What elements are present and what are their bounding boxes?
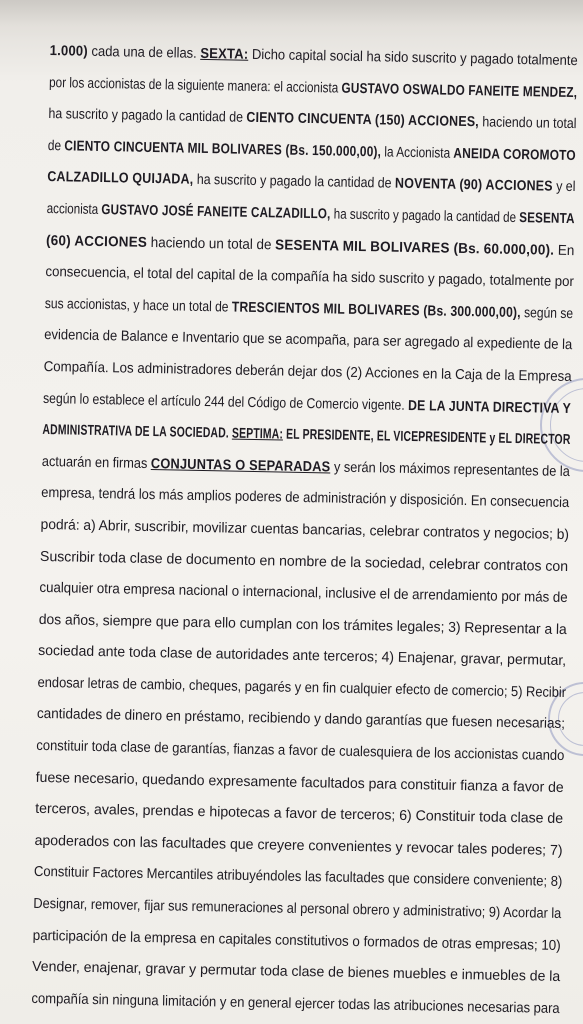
text-run: haciendo un total de: [146, 234, 276, 253]
text-run: constituir toda clase de garantías, fianzas a favor de cualesquiera de los accionistas cuando: [36, 737, 565, 765]
bold-text-run: SEPTIMA:: [231, 425, 284, 443]
text-run: compañía sin ninguna limitación y en general ejercer todas las atribuciones necesarias para: [31, 990, 560, 1017]
bold-text-run: CALZADILLO QUIJADA,: [47, 169, 194, 189]
text-run: accionista: [46, 200, 102, 218]
text-run: ha suscrito y pagado la cantidad de: [193, 172, 396, 193]
text-run: Compañía. Los administradores deberán dejar dos (2) Acciones en la Caja de la Empresa: [43, 358, 572, 386]
text-run: Vender, enajenar, gravar y permutar toda clase de bienes muebles e inmuebles de la: [31, 959, 561, 986]
text-run: Suscribir toda clase de documento en nombre de la sociedad, celebrar contratos con: [39, 548, 569, 575]
text-run: podrá: a) Abrir, suscribir, movilizar cuentas bancarias, celebrar contratos y negocios; b): [40, 516, 570, 543]
bold-text-run: GUSTAVO JOSÉ FANEITE CALZADILLO,: [101, 201, 331, 223]
text-run: sociedad ante toda clase de autoridades ante terceros; 4) Enajenar, gravar, permutar,: [38, 643, 567, 670]
text-run: y el: [552, 179, 576, 196]
bold-text-run: SEXTA:: [200, 45, 249, 63]
bold-text-run: DE LA JUNTA DIRECTIVA Y: [407, 397, 572, 417]
bold-text-run: ANEIDA COROMOTO: [453, 145, 576, 164]
bold-text-run: CIENTO CINCUENTA (150) ACCIONES,: [246, 109, 480, 131]
text-run: cantidades de dinero en préstamo, recibiendo y dando garantías que fuesen necesarias;: [36, 706, 566, 733]
bold-text-run: EL PRESIDENTE, EL VICEPRESIDENTE y EL DIRECTOR: [282, 426, 571, 449]
scan-shadow: [0, 0, 583, 38]
text-run: endosar letras de cambio, cheques, pagarés y en fin cualquier efecto de comercio; 5) Recibir: [37, 674, 567, 701]
text-run: y serán los máximos representantes de la: [330, 459, 570, 480]
bold-text-run: SESENTA MIL BOLIVARES (Bs. 60.000,00).: [274, 236, 555, 259]
bold-text-run: SESENTA: [519, 210, 575, 228]
text-run: según lo establece el artículo 244 del Código de Comercio vigente.: [42, 390, 409, 414]
text-run: Designar, remover, fijar sus remuneraciones al personal obrero y administrativo; 9) Acordar la: [33, 895, 562, 923]
text-run: empresa, tendrá los más amplios poderes de administración y disposición. En consecuencia: [41, 485, 570, 512]
text-run: ha suscrito y pagado la cantidad de: [330, 206, 520, 227]
text-run: participación de la empresa en capitales constitutivos o formados de otras empresas; 10): [32, 927, 561, 954]
text-run: Constituir Factores Mercantiles atribuyéndoles las facultades que considere conveniente; 8): [33, 864, 563, 891]
bold-text-run: NOVENTA (90) ACCIONES: [394, 176, 553, 196]
bold-text-run: CIENTO CINCUENTA MIL BOLIVARES (Bs. 150.000,00),: [64, 138, 382, 161]
text-run: sus accionistas, y hace un total de: [44, 295, 232, 316]
text-run: haciendo un total: [478, 114, 577, 133]
bold-text-run: TRESCIENTOS MIL BOLIVARES (Bs. 300.000,00),: [231, 299, 521, 321]
bold-text-run: (60) ACCIONES: [45, 232, 148, 251]
text-run: cada una de ellas.: [87, 43, 201, 62]
document-body: [31, 36, 583, 1024]
text-run: de: [47, 137, 65, 155]
bold-text-run: GUSTAVO OSWALDO FANEITE MENDEZ,: [341, 80, 578, 101]
bold-text-run: CONJUNTAS O SEPARADAS: [150, 455, 331, 476]
text-run: fuese necesario, quedando expresamente facultados para constituir fianza a favor de: [35, 769, 564, 796]
text-run: dos años, siempre que para ello cumplan con los trámites legales; 3) Representar a la: [38, 611, 567, 638]
bold-text-run: 1.000): [49, 42, 88, 60]
text-run: consecuencia, el total del capital de la compañía ha sido suscrito y pagado, totalmente por: [45, 264, 574, 291]
text-run: cualquier otra empresa nacional o internacional, inclusive el de arrendamiento por más de: [39, 579, 568, 607]
text-run: según se: [520, 304, 574, 322]
text-run: evidencia de Balance e Inventario que se acompaña, para ser agregado al expediente de la: [44, 327, 573, 354]
text-run: la Accionista: [380, 144, 454, 162]
text-run: ha suscrito y pagado la cantidad de: [48, 106, 247, 126]
text-run: por los accionistas de la siguiente manera: el accionista: [48, 74, 342, 97]
text-run: En: [554, 242, 575, 259]
text-run: apoderados con las facultades que creyere convenientes y revocar tales poderes; 7): [34, 832, 563, 859]
text-run: Dicho capital social ha sido suscrito y pagado totalmente: [248, 46, 578, 70]
text-run: actuarán en firmas: [41, 453, 152, 472]
text-run: terceros, avales, prendas e hipotecas a favor de terceros; 6) Constituir toda clase de: [35, 801, 564, 828]
bold-text-run: ADMINISTRATIVA DE LA SOCIEDAD.: [42, 422, 233, 442]
